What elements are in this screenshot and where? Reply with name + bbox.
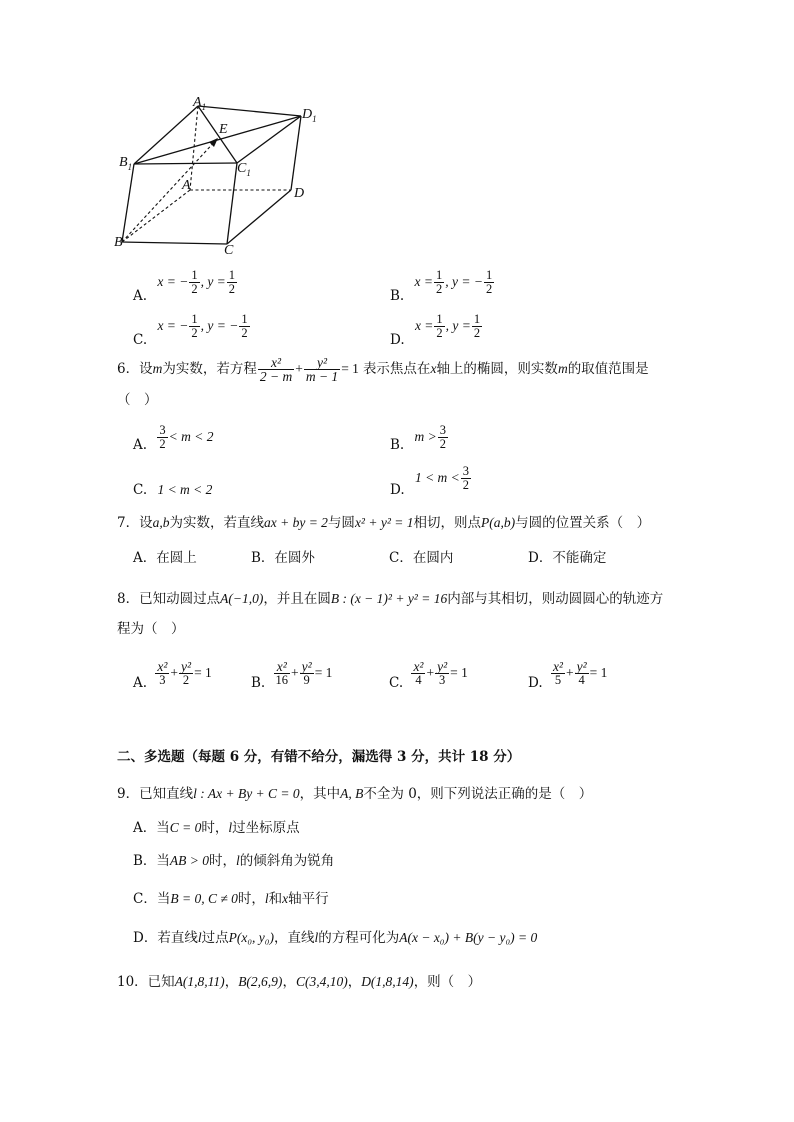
q6-option-d: D. 1 < m < $\frac{3}{2}$: [390, 464, 470, 498]
q6-option-c: C. 1 < m < 2: [133, 482, 213, 498]
q6-stem: 6．设m为实数，若方程 $\frac{\text{x²}}{2 - m}$ + $\frac{\text{y²}}{m - 1}$ = 1 表示焦点在x轴上的椭圆，则实数m的取值范围是: [117, 355, 649, 384]
q5-option-a: A. x = − $\frac{1}{2}$ , y = $\frac{1}{2}$: [133, 268, 236, 304]
label-D1: $D_1$: [302, 107, 317, 124]
q5-option-d: D. x = $\frac{1}{2}$ , y = $\frac{1}{2}$: [390, 312, 481, 348]
q6-option-a: A. $\frac{3}{2}$ < m < 2: [133, 423, 214, 453]
q8-option-c: C. $\frac{\text{x²}}{4}$ + $\frac{\text{y²}}{3}$ = 1: [389, 659, 468, 691]
q9-option-a: A．当C = 0时，l过坐标原点: [133, 820, 300, 836]
q10-stem: 10．已知A(1,8,11)，B(2,6,9)，C(3,4,10)，D(1,8,14)，则（ ）: [117, 974, 482, 990]
q7-option-c: C．在圆内: [389, 550, 454, 566]
q8-option-b: B. $\frac{\text{x²}}{16}$ + $\frac{\text{y²}}{9}$ = 1: [251, 659, 333, 691]
label-D: D: [294, 186, 305, 201]
q9-option-b: B．当AB > 0时，l的倾斜角为锐角: [133, 853, 335, 869]
label-E: E: [219, 122, 228, 137]
q6-option-b: B. m > $\frac{3}{2}$: [390, 423, 446, 453]
label-A1: $A_1$: [193, 95, 207, 112]
label-B: B: [114, 235, 123, 250]
q8-option-a: A. $\frac{\text{x²}}{3}$ + $\frac{\text{y²}}{2}$ = 1: [133, 659, 212, 691]
q8-stem-line2: 程为（ ）: [117, 621, 185, 637]
q8-stem: 8．已知动圆过点A(−1,0)，并且在圆B : (x − 1)² + y² = 16内部与其相切，则动圆圆心的轨迹方: [117, 591, 664, 607]
section-heading: 二、多选题（每题 6 分，有错不给分，漏选得 3 分，共计 18 分）: [117, 749, 521, 765]
q9-option-c: C．当B = 0, C ≠ 0时，l和x轴平行: [133, 891, 329, 907]
q5-option-b: B. x = $\frac{1}{2}$ , y = − $\frac{1}{2}$: [390, 268, 493, 304]
q9-option-d: D．若直线l过点P(x₀, y₀)，直线l的方程可化为A(x − x₀) + B(y − y₀) = 0: [133, 930, 538, 946]
q5-option-c: C. x = − $\frac{1}{2}$ , y = − $\frac{1}{2}$: [133, 312, 248, 348]
q8-option-d: D. $\frac{\text{x²}}{5}$ + $\frac{\text{y²}}{4}$ = 1: [528, 659, 608, 691]
label-A: A: [182, 178, 191, 193]
label-C: C: [224, 243, 234, 258]
label-B1: $B_1$: [119, 155, 133, 172]
q9-stem: 9．已知直线l : Ax + By + C = 0，其中A, B不全为 0，则下列说法正确的是（ ）: [117, 786, 593, 802]
label-C1: $C_1$: [237, 161, 251, 178]
q7-stem: 7．设a,b为实数，若直线ax + by = 2与圆x² + y² = 1相切，则点P(a,b)与圆的位置关系（ ）: [117, 515, 651, 531]
q7-option-b: B．在圆外: [251, 550, 315, 566]
q7-option-a: A．在圆上: [133, 550, 197, 566]
q6-paren: （ ）: [117, 392, 158, 408]
q7-option-d: D．不能确定: [528, 550, 607, 566]
